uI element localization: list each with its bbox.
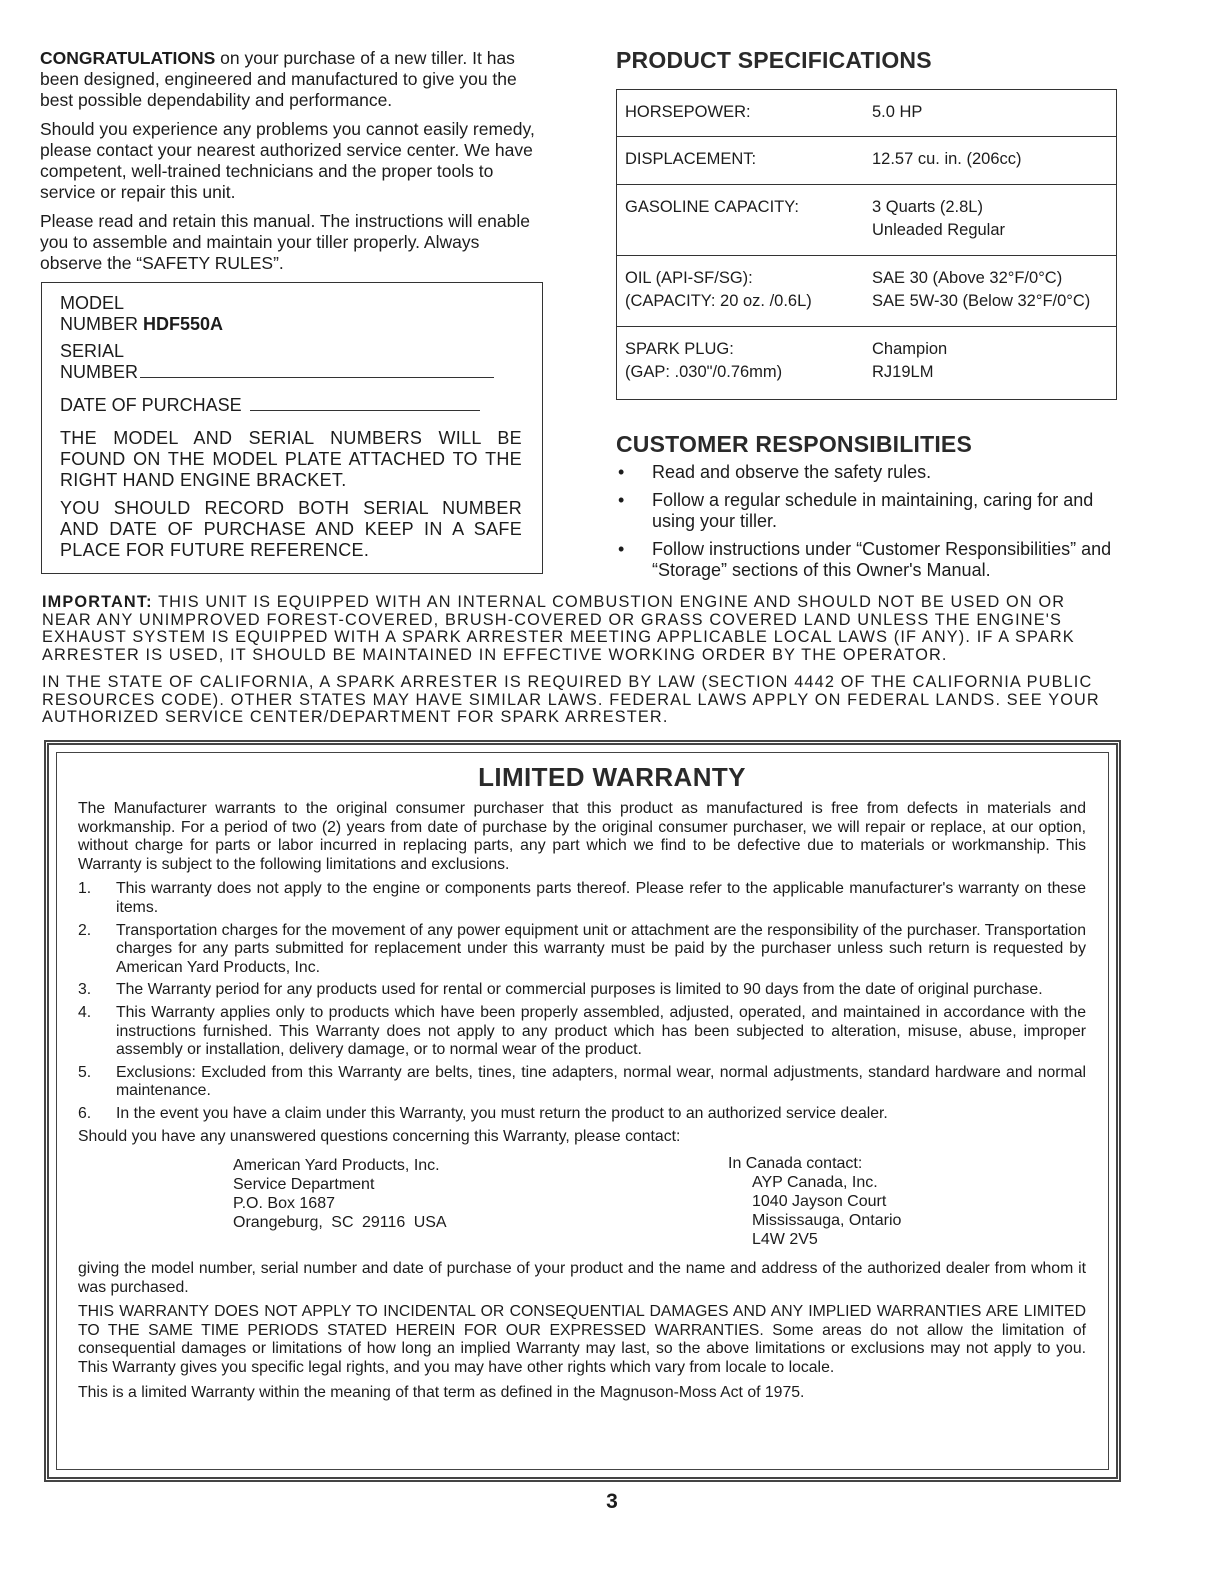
list-item-text: Read and observe the safety rules. bbox=[652, 462, 932, 482]
list-item bbox=[616, 490, 1121, 532]
congratulations-paragraph bbox=[40, 48, 546, 111]
spec-row-horsepower bbox=[617, 90, 1116, 137]
spec-row-gasoline-capacity bbox=[617, 185, 1116, 256]
serial-number-blank[interactable] bbox=[140, 377, 494, 378]
serial-label-line-1: SERIAL bbox=[60, 341, 125, 361]
spec-value-text: SAE 30 (Above 32°F/0°C) bbox=[872, 269, 1063, 287]
important-text: THIS UNIT IS EQUIPPED WITH AN INTERNAL COMBUSTION ENGINE AND SHOULD NOT BE USED ON OR NEAR ANY UNIMPROVED FOREST-COVERED, BRUSH-COVERED OR GRASS COVERED LAND UNLESS THE ENGINE'S EXHAUST SYSTEM IS EQUIPPED WITH A SPARK ARRESTER MEETING APPLICABLE LOCAL LAWS (IF ANY). IF A SPARK ARRESTER IS USED, IT SHOULD BE MAINTAINED IN EFFECTIVE WORKING ORDER BY THE OPERATOR. bbox=[42, 593, 1075, 664]
warranty-giving-details: giving the model number, serial number and date of purchase of your product and the name and address of the authorized dealer from whom it was purchased. bbox=[78, 1260, 1086, 1296]
list-item-number: 1. bbox=[78, 880, 92, 898]
address-line: Mississauga, Ontario bbox=[752, 1212, 902, 1230]
spec-row-oil bbox=[617, 256, 1116, 327]
us-address bbox=[233, 1156, 447, 1232]
list-item-number: 6. bbox=[78, 1104, 92, 1122]
model-label-line-1: MODEL bbox=[60, 293, 125, 313]
spec-label bbox=[625, 101, 872, 136]
list-item-text: This Warranty applies only to products which have been properly assembled, adjusted, operated, and maintained in accordance with the instructions furnished. This Warranty does not apply to any product which has been subjected to alteration, misuse, abuse, improper assembly or installation, delivery damage, or to normal wear of the product. bbox=[116, 1003, 1086, 1059]
read-manual-paragraph: Please read and retain this manual. The instructions will enable you to assemble and maintain your tiller properly. Always observe the “SAFETY RULES”. bbox=[40, 211, 530, 273]
canada-address bbox=[728, 1154, 901, 1249]
spec-row-displacement bbox=[617, 137, 1116, 185]
model-number: HDF550A bbox=[143, 314, 224, 334]
list-item bbox=[78, 1064, 1086, 1101]
address-line: Service Department bbox=[233, 1176, 375, 1194]
list-item bbox=[78, 1105, 1086, 1124]
contact-addresses bbox=[78, 1154, 1086, 1254]
spec-label-text: OIL (API-SF/SG): bbox=[625, 269, 753, 287]
spec-value bbox=[872, 267, 1108, 326]
spec-label-text: HORSEPOWER: bbox=[625, 103, 751, 121]
list-item-text: Exclusions: Excluded from this Warranty are belts, tines, tine adapters, normal wear, normal adjustments, standard hardware and normal maintenance. bbox=[116, 1063, 1086, 1100]
spec-label-text: DISPLACEMENT: bbox=[625, 150, 757, 168]
important-paragraph-1 bbox=[42, 594, 1120, 664]
spec-value bbox=[872, 338, 1108, 399]
spec-value-text: 5.0 HP bbox=[872, 103, 923, 121]
responsibilities-list bbox=[616, 462, 1121, 588]
list-item-text: Follow a regular schedule in maintaining, caring for and using your tiller. bbox=[652, 490, 1094, 531]
spec-label bbox=[625, 148, 872, 184]
address-line: AYP Canada, Inc. bbox=[752, 1174, 878, 1192]
warranty-intro: The Manufacturer warrants to the original consumer purchaser that this product as manufactured is free from defects in materials and workmanship. For a period of two (2) years from date of purchase by the original consumer purchaser, we will repair or replace, at our option, without charge for parts or labor incurred in replacing parts, any part which we find to be defective due to materials or workmanship. This Warranty is subject to the following limitations and exclusions. bbox=[78, 800, 1086, 873]
bullet-icon: • bbox=[618, 490, 625, 510]
bullet-icon: • bbox=[618, 539, 625, 559]
spec-label bbox=[625, 267, 872, 326]
spec-value-text: Champion bbox=[872, 340, 948, 358]
spec-label-text: GASOLINE CAPACITY: bbox=[625, 198, 799, 216]
important-lead: IMPORTANT: bbox=[42, 593, 153, 611]
spec-value-text-2: RJ19LM bbox=[872, 363, 934, 381]
address-line: P.O. Box 1687 bbox=[233, 1195, 335, 1213]
spec-label-text-2: (GAP: .030"/0.76mm) bbox=[625, 363, 783, 381]
date-of-purchase-line bbox=[60, 395, 522, 416]
important-paragraph-2: IN THE STATE OF CALIFORNIA, A SPARK ARRESTER IS REQUIRED BY LAW (SECTION 4442 OF THE CALIFORNIA PUBLIC RESOURCES CODE). OTHER STATES MAY HAVE SIMILAR LAWS. FEDERAL LAWS APPLY ON FEDERAL LANDS. SEE YOUR AUTHORIZED SERVICE CENTER/DEPARTMENT FOR SPARK ARRESTER. bbox=[42, 673, 1100, 726]
list-item-text: Transportation charges for the movement of any power equipment unit or attachment are the responsibility of the purchaser. Transportation charges for any parts submitted for replacement under this warranty must be paid by the purchaser unless such return is requested by American Yard Products, Inc. bbox=[116, 921, 1086, 976]
address-line: American Yard Products, Inc. bbox=[233, 1157, 440, 1175]
spec-value-text: 12.57 cu. in. (206cc) bbox=[872, 150, 1022, 168]
congratulations-lead: CONGRATULATIONS bbox=[40, 48, 216, 68]
list-item-number: 2. bbox=[78, 921, 92, 939]
warranty-questions: Should you have any unanswered questions concerning this Warranty, please contact: bbox=[78, 1127, 681, 1145]
specifications-table bbox=[616, 89, 1117, 400]
bullet-icon: • bbox=[618, 462, 625, 482]
spec-value-text-2: SAE 5W-30 (Below 32°F/0°C) bbox=[872, 292, 1091, 310]
spec-value bbox=[872, 148, 1108, 184]
list-item-text: In the event you have a claim under this Warranty, you must return the product to an authorized service dealer. bbox=[116, 1104, 888, 1122]
warranty-body bbox=[78, 800, 1086, 1408]
list-item bbox=[78, 922, 1086, 978]
customer-responsibilities-heading: CUSTOMER RESPONSIBILITIES bbox=[616, 431, 973, 457]
spec-label bbox=[625, 196, 872, 255]
address-line: 1040 Jayson Court bbox=[752, 1193, 887, 1211]
canada-contact-label: In Canada contact: bbox=[728, 1155, 863, 1173]
list-item-number: 4. bbox=[78, 1003, 92, 1021]
record-information-note: YOU SHOULD RECORD BOTH SERIAL NUMBER AND DATE OF PURCHASE AND KEEP IN A SAFE PLACE FOR FUTURE REFERENCE. bbox=[60, 498, 522, 560]
spec-label-text: SPARK PLUG: bbox=[625, 340, 734, 358]
warranty-conditions-list bbox=[78, 880, 1086, 1123]
serial-label-line-2: NUMBER bbox=[60, 362, 139, 382]
product-specifications-heading: PRODUCT SPECIFICATIONS bbox=[616, 47, 932, 73]
spec-label-text-2: (CAPACITY: 20 oz. /0.6L) bbox=[625, 292, 812, 310]
warranty-disclaimer: THIS WARRANTY DOES NOT APPLY TO INCIDENTAL OR CONSEQUENTIAL DAMAGES AND ANY IMPLIED WARRANTIES ARE LIMITED TO THE SAME TIME PERIODS STATED HEREIN FOR OUR EXPRESSED WARRANTIES. Some areas do not allow the limitation of consequential damages or limitations of how long an implied Warranty may last, so the above limitations or exclusions may not apply to you. This Warranty gives you specific legal rights, and you may have other rights which vary from locale to locale. bbox=[78, 1303, 1086, 1377]
serial-number-line bbox=[60, 362, 522, 383]
model-label-line-2: NUMBER bbox=[60, 314, 139, 334]
date-of-purchase-blank[interactable] bbox=[250, 410, 480, 411]
list-item bbox=[616, 462, 1121, 483]
list-item bbox=[78, 880, 1086, 917]
date-of-purchase-label: DATE OF PURCHASE bbox=[60, 395, 242, 415]
magnuson-moss-note: This is a limited Warranty within the meaning of that term as defined in the Magnuson-Moss Act of 1975. bbox=[78, 1383, 805, 1401]
model-plate-location-note: THE MODEL AND SERIAL NUMBERS WILL BE FOUND ON THE MODEL PLATE ATTACHED TO THE RIGHT HAND ENGINE BRACKET. bbox=[60, 428, 522, 490]
list-item-text: This warranty does not apply to the engine or components parts thereof. Please refer to the applicable manufacturer's warranty on these items. bbox=[116, 880, 1086, 916]
list-item bbox=[78, 1004, 1086, 1060]
page-number: 3 bbox=[606, 1490, 618, 1513]
list-item-number: 5. bbox=[78, 1063, 92, 1081]
list-item-number: 3. bbox=[78, 981, 92, 999]
spec-value bbox=[872, 196, 1108, 255]
address-line: L4W 2V5 bbox=[752, 1231, 818, 1249]
intro-section bbox=[40, 48, 546, 282]
service-paragraph: Should you experience any problems you cannot easily remedy, please contact your nearest authorized service center. We have competent, well-trained technicians and the proper tools to service or repair this unit. bbox=[40, 119, 535, 202]
model-number-line bbox=[60, 314, 522, 335]
spec-value-text-2: Unleaded Regular bbox=[872, 221, 1006, 239]
address-line: Orangeburg, SC 29116 USA bbox=[233, 1214, 447, 1232]
warranty-title: LIMITED WARRANTY bbox=[478, 762, 746, 792]
list-item bbox=[78, 981, 1086, 1000]
model-info-box bbox=[41, 282, 543, 574]
list-item-text: The Warranty period for any products used for rental or commercial purposes is limited to 90 days from the date of original purchase. bbox=[116, 981, 1043, 999]
spec-value bbox=[872, 101, 1108, 136]
list-item bbox=[616, 539, 1121, 581]
list-item-text: Follow instructions under “Customer Responsibilities” and “Storage” sections of this Owner's Manual. bbox=[652, 539, 1112, 580]
spec-value-text: 3 Quarts (2.8L) bbox=[872, 198, 983, 216]
important-notice bbox=[42, 594, 1120, 737]
spec-row-spark-plug bbox=[617, 327, 1116, 399]
congratulations-text: on your purchase of a new tiller. It has been designed, engineered and manufactured to give you the best possible dependability and performance. bbox=[40, 48, 517, 110]
spec-label bbox=[625, 338, 872, 399]
